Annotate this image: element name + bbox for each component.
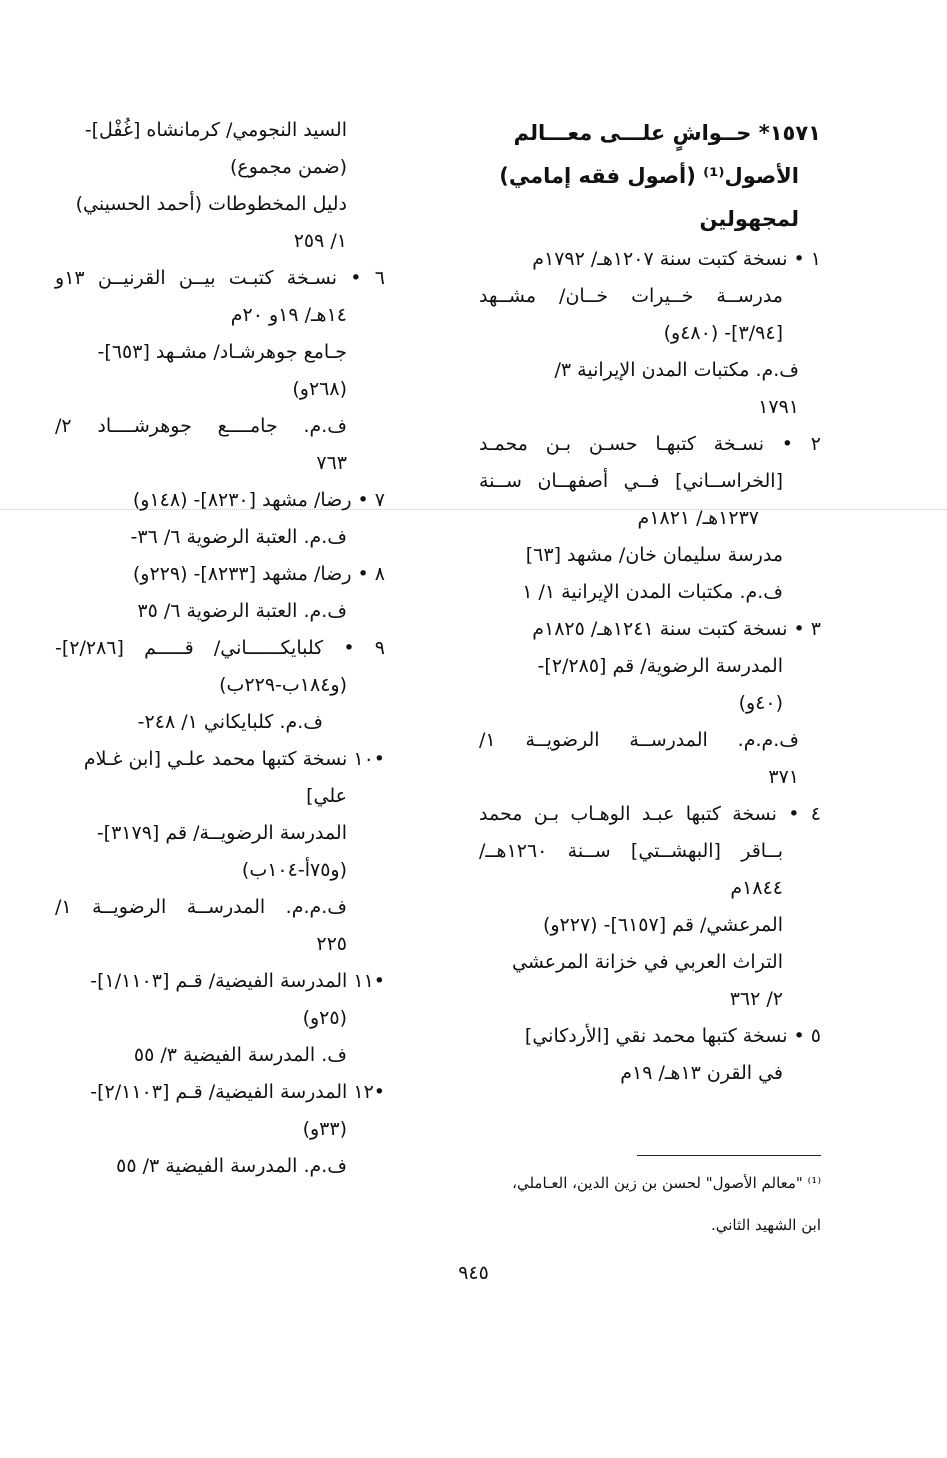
right-column-line: لمجهولين	[699, 207, 799, 231]
right-column-line: ١٧٩١	[758, 396, 799, 418]
left-column-line: ف.م.م. المدرســة الرضويــة ١/	[55, 896, 347, 918]
left-column-line: ف.م. المدرسة الفيضية ٣/ ٥٥	[116, 1155, 347, 1177]
right-column-line: ٤ • نسخة كتبها عبـد الوهـاب بـن محمد	[479, 803, 821, 825]
right-column-line: ٢ • نسـخة كتبهـا حسـن بـن محمـد	[479, 433, 821, 455]
left-column-line: ٨ • رضا/ مشهد [٨٢٣٣]- (٢٢٩و)	[132, 563, 385, 585]
left-column-line: السيد النجومي/ كرمانشاه [غُفْل]-	[84, 119, 347, 141]
left-column-line: (٢٥و)	[302, 1007, 347, 1029]
right-column-line: ١ • نسخة كتبت سنة ١٢٠٧هـ/ ١٧٩٢م	[532, 248, 821, 270]
page-number: ٩٤٥	[458, 1262, 489, 1284]
right-column-line: بــاقر [البهشــتي] ســنة ١٢٦٠هــ/	[479, 840, 783, 862]
right-column-line: في القرن ١٣هـ/ ١٩م	[620, 1062, 783, 1084]
left-column-line: ف.م. العتبة الرضوية ٦/ ٣٦-	[130, 526, 347, 548]
left-column-line: ١٤هـ/ ١٩و ٢٠م	[230, 304, 347, 326]
right-column-line: التراث العربي في خزانة المرعشي	[511, 951, 783, 973]
left-column-line: ٩ • كلبايكــــــاني/ قـــــم [٢/٢٨٦]-	[55, 637, 385, 659]
left-column-line: ٢٢٥	[316, 933, 347, 955]
left-column-line: ف.م. كلبايكاني ١/ ٢٤٨-	[137, 711, 323, 733]
left-column-line: (ضمن مجموع)	[229, 156, 347, 178]
left-column-line: ١/ ٢٥٩	[293, 230, 347, 252]
footnote-line-2: ابن الشهيد الثاني.	[710, 1216, 821, 1234]
right-column-line: ف.م. مكتبات المدن الإيرانية ١/ ١	[522, 581, 783, 603]
left-column-line: دليل المخطوطات (أحمد الحسيني)	[75, 193, 347, 215]
left-column-line: •١٢ المدرسة الفيضية/ قـم [٢/١١٠٣]-	[90, 1081, 385, 1103]
right-column-line: ١٨٤٤م	[730, 877, 783, 899]
left-column-line: ٦ • نسـخة كتبـت بيــن القرنيــن ١٣و	[55, 267, 385, 289]
right-column-line: مدرسة سليمان خان/ مشهد [٦٣]	[525, 544, 783, 566]
right-column-line: (٤٠و)	[738, 692, 783, 714]
right-column-line: [٣/٩٤]- (٤٨٠و)	[663, 322, 783, 344]
right-column-line: الأصول⁽¹⁾ (أصول فقه إمامي)	[499, 164, 799, 188]
right-column-line: المرعشي/ قم [٦١٥٧]- (٢٢٧و)	[542, 914, 783, 936]
left-column-line: (و١٨٤ب-٢٢٩ب)	[219, 674, 347, 696]
left-column-line: جـامع جوهرشـاد/ مشـهد [٦٥٣]-	[97, 341, 347, 363]
left-column-line: علي]	[306, 785, 347, 807]
left-column-line: (و٧٥أ-١٠٤ب)	[241, 859, 347, 881]
left-column-line: (٢٦٨و)	[292, 378, 347, 400]
right-column-line: ف.م. مكتبات المدن الإيرانية ٣/	[554, 359, 799, 381]
footnote	[479, 1162, 821, 1246]
right-column-line: ف.م.م. المدرســة الرضويــة ١/	[479, 729, 799, 751]
left-column-line: •١١ المدرسة الفيضية/ قـم [١/١١٠٣]-	[90, 970, 385, 992]
footnote-line-1: ⁽¹⁾ "معالم الأصول" لحسن بن زين الدين، العـاملي،	[512, 1174, 821, 1192]
right-column-line: ٣٧١	[768, 766, 799, 788]
right-column-line: مدرســة خــيرات خــان/ مشــهد	[479, 285, 783, 307]
right-column-line: ٣ • نسخة كتبت سنة ١٢٤١هـ/ ١٨٢٥م	[532, 618, 821, 640]
left-column	[55, 112, 385, 1185]
right-column-line: ٥ • نسخة كتبها محمد نقي [الأردكاني]	[524, 1025, 821, 1047]
left-column-line: ف.م. العتبة الرضوية ٦/ ٣٥	[137, 600, 347, 622]
footnote-separator	[637, 1155, 821, 1156]
left-column-line: •١٠ نسخة كتبها محمد علـي [ابن غـلام	[83, 748, 385, 770]
left-column-line: (٣٣و)	[302, 1118, 347, 1140]
right-column-line: [الخراســاني] فــي أصفهــان ســنة	[479, 470, 783, 492]
left-column-line: ف.م. جامــــع جوهرشــــاد ٢/	[55, 415, 347, 437]
left-column-line: ٧٦٣	[316, 452, 347, 474]
left-column-line: المدرسة الرضويــة/ قم [٣١٧٩]-	[96, 822, 347, 844]
right-column-line: ١٢٣٧هـ/ ١٨٢١م	[637, 507, 759, 529]
left-column-line: ف. المدرسة الفيضية ٣/ ٥٥	[133, 1044, 347, 1066]
right-column-line: المدرسة الرضوية/ قم [٢/٢٨٥]-	[537, 655, 783, 677]
left-column-line: ٧ • رضا/ مشهد [٨٢٣٠]- (١٤٨و)	[132, 489, 385, 511]
right-column	[479, 112, 821, 1092]
right-column-line: ١٥٧١* حــواشٍ علـــى معـــالم	[513, 121, 821, 145]
right-column-line: ٢/ ٣٦٢	[729, 988, 783, 1010]
